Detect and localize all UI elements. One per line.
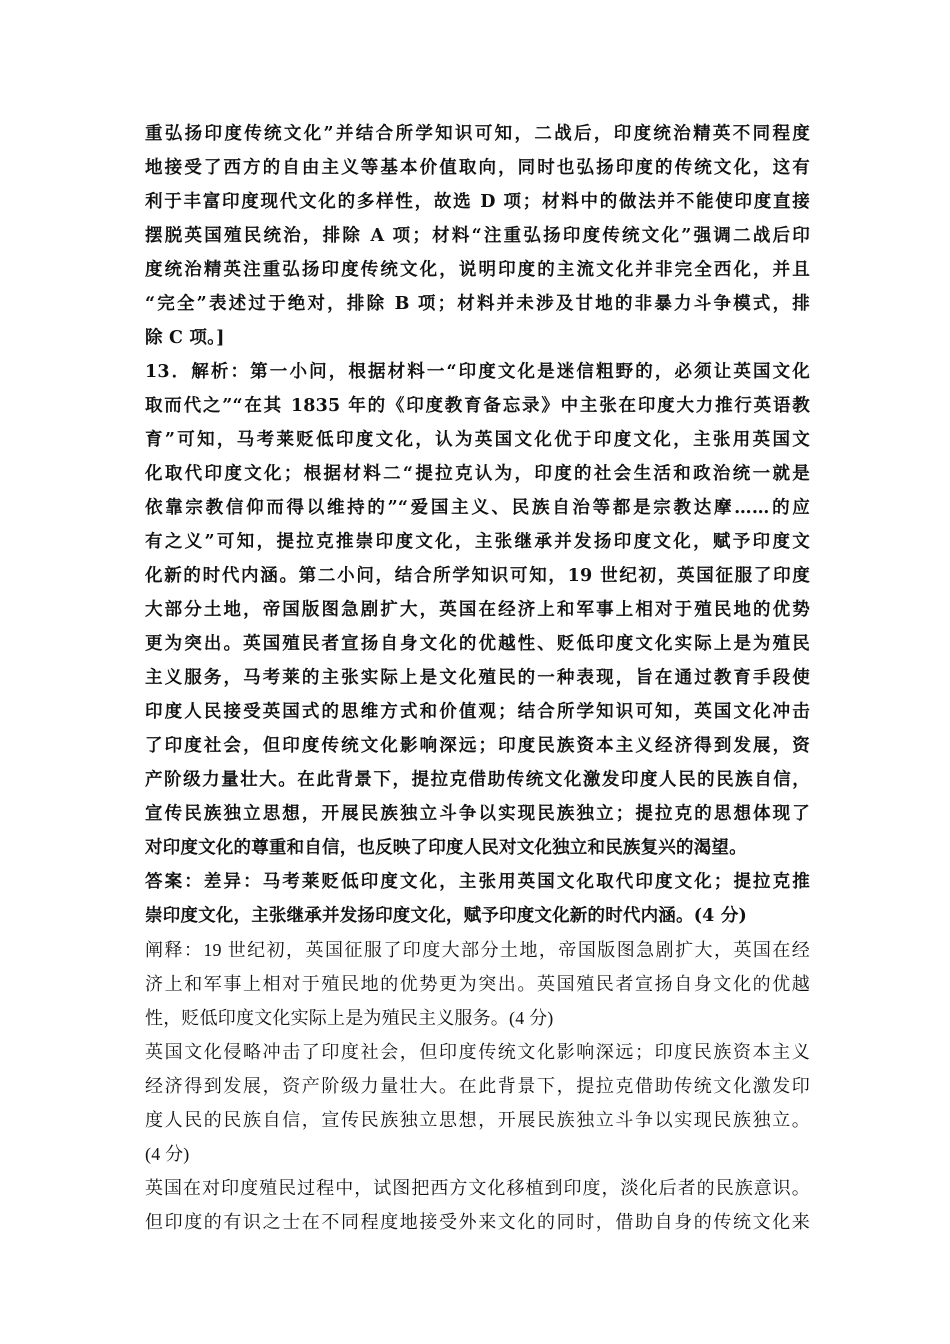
text-line: 对印度文化的尊重和自信，也反映了印度人民对文化独立和民族复兴的渴望。 xyxy=(145,838,747,858)
text-line: 主义服务，马考莱的主张实际上是文化殖民的一种表现，旨在通过教育手段使 xyxy=(145,668,810,688)
text-line: 度人民的民族自信，宣传民族独立思想，开展民族独立斗争以实现民族独立。 xyxy=(145,1110,810,1130)
text-line: 济上和军事上相对于殖民地的优势更为突出。英国殖民者宣扬自身文化的优越 xyxy=(145,974,810,994)
answer-text-body xyxy=(145,117,810,1239)
text-line: 了印度社会，但印度传统文化影响深远；印度民族资本主义经济得到发展，资 xyxy=(145,736,810,756)
text-line: 性，贬低印度文化实际上是为殖民主义服务。(4 分) xyxy=(145,1008,554,1028)
text-line: 英国文化侵略冲击了印度社会，但印度传统文化影响深远；印度民族资本主义 xyxy=(145,1042,810,1062)
text-line: 有之义”可知，提拉克推崇印度文化，主张继承并发扬印度文化，赋予印度文 xyxy=(145,532,810,552)
text-line: 宣传民族独立思想，开展民族独立斗争以实现民族独立；提拉克的思想体现了 xyxy=(145,804,810,824)
text-line: 产阶级力量壮大。在此背景下，提拉克借助传统文化激发印度人民的民族自信， xyxy=(145,770,810,790)
text-line: 大部分土地，帝国版图急剧扩大，英国在经济上和军事上相对于殖民地的优势 xyxy=(145,600,810,620)
text-line: 阐释：19 世纪初，英国征服了印度大部分土地，帝国版图急剧扩大，英国在经 xyxy=(145,940,810,960)
text-line: 重弘扬印度传统文化”并结合所学知识可知，二战后，印度统治精英不同程度 xyxy=(145,124,810,144)
text-line: 崇印度文化，主张继承并发扬印度文化，赋予印度文化新的时代内涵。(4 分) xyxy=(145,906,748,926)
text-line: 化新的时代内涵。第二小问，结合所学知识可知，19 世纪初，英国征服了印度 xyxy=(145,566,810,586)
analysis-heading-line: 13．解析：第一小问，根据材料一“印度文化是迷信粗野的，必须让英国文化 xyxy=(145,362,810,382)
text-line: 但印度的有识之士在不同程度地接受外来文化的同时，借助自身的传统文化来 xyxy=(145,1212,810,1232)
text-line: 依靠宗教信仰而得以维持的”“爱国主义、民族自治等都是宗教达摩……的应 xyxy=(145,498,810,518)
text-line: 摆脱英国殖民统治，排除 A 项；材料“注重弘扬印度传统文化”强调二战后印 xyxy=(145,226,810,246)
text-line: 化取代印度文化；根据材料二“提拉克认为，印度的社会生活和政治统一就是 xyxy=(145,464,810,484)
text-line: (4 分) xyxy=(145,1144,190,1164)
text-line: “完全”表述过于绝对，排除 B 项；材料并未涉及甘地的非暴力斗争模式，排 xyxy=(145,294,810,314)
text-line: 取而代之”“在其 1835 年的《印度教育备忘录》中主张在印度大力推行英语教 xyxy=(145,396,810,416)
text-line: 利于丰富印度现代文化的多样性，故选 D 项；材料中的做法并不能使印度直接 xyxy=(145,192,810,212)
text-line: 地接受了西方的自由主义等基本价值取向，同时也弘扬印度的传统文化，这有 xyxy=(145,158,810,178)
text-line: 经济得到发展，资产阶级力量壮大。在此背景下，提拉克借助传统文化激发印 xyxy=(145,1076,810,1096)
text-line: 英国在对印度殖民过程中，试图把西方文化移植到印度，淡化后者的民族意识。 xyxy=(145,1178,810,1198)
text-line: 除 C 项。] xyxy=(145,328,225,348)
text-line: 更为突出。英国殖民者宣扬自身文化的优越性、贬低印度文化实际上是为殖民 xyxy=(145,634,810,654)
text-line: 度统治精英注重弘扬印度传统文化，说明印度的主流文化并非完全西化，并且 xyxy=(145,260,810,280)
answer-heading-line: 答案：差异：马考莱贬低印度文化，主张用英国文化取代印度文化；提拉克推 xyxy=(145,872,810,892)
text-line: 印度人民接受英国式的思维方式和价值观；结合所学知识可知，英国文化冲击 xyxy=(145,702,810,722)
text-line: 育”可知，马考莱贬低印度文化，认为英国文化优于印度文化，主张用英国文 xyxy=(145,430,810,450)
